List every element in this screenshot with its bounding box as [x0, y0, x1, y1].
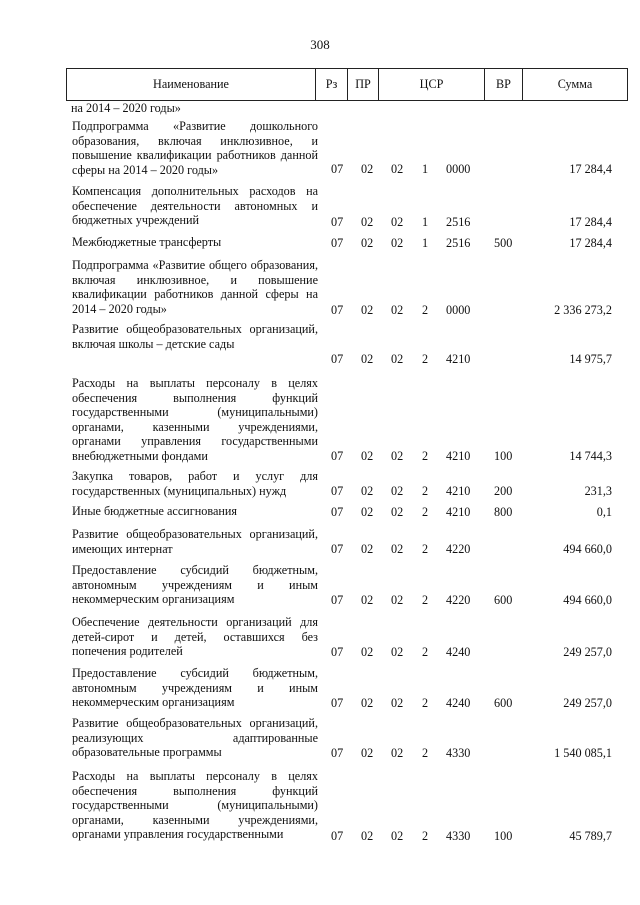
row-csr-2: 1 [422, 236, 429, 251]
row-pr: 02 [361, 236, 374, 251]
row-sum: 17 284,4 [569, 236, 612, 251]
row-sum: 494 660,0 [563, 593, 612, 608]
table-row [0, 615, 640, 660]
row-vr: 100 [494, 829, 513, 844]
row-csr-3: 2516 [446, 236, 471, 251]
row-sum: 45 789,7 [569, 829, 612, 844]
row-sum: 249 257,0 [563, 696, 612, 711]
row-rz: 07 [331, 645, 344, 660]
row-csr-1: 02 [391, 352, 404, 367]
row-name: Развитие общеобразовательных организаций, имеющих интернат [72, 527, 318, 556]
row-csr-1: 02 [391, 542, 404, 557]
row-pr: 02 [361, 593, 374, 608]
table-row [0, 527, 640, 557]
row-pr: 02 [361, 829, 374, 844]
row-csr-3: 2516 [446, 215, 471, 230]
header-name: Наименование [67, 69, 316, 100]
row-name: Расходы на выплаты персоналу в целях обеспечения выполнения функций государственными (муниципальными) органами, казенными учреждениями, органами управления государственными [72, 769, 318, 842]
table-header [66, 68, 628, 101]
row-csr-3: 0000 [446, 303, 471, 318]
row-csr-2: 2 [422, 449, 429, 464]
row-csr-1: 02 [391, 746, 404, 761]
row-csr-3: 4220 [446, 542, 471, 557]
row-name: Предоставление субсидий бюджетным, автономным учреждениям и иным некоммерческим организациям [72, 563, 318, 607]
header-csr: ЦСР [379, 69, 485, 100]
row-csr-2: 2 [422, 352, 429, 367]
row-rz: 07 [331, 215, 344, 230]
row-csr-1: 02 [391, 236, 404, 251]
row-sum: 2 336 273,2 [554, 303, 612, 318]
row-sum: 17 284,4 [569, 162, 612, 177]
row-csr-3: 4210 [446, 484, 471, 499]
table-row [0, 469, 640, 499]
table-row [0, 504, 640, 520]
row-pr: 02 [361, 542, 374, 557]
table-row [0, 322, 640, 367]
row-csr-1: 02 [391, 303, 404, 318]
row-rz: 07 [331, 542, 344, 557]
row-pr: 02 [361, 303, 374, 318]
row-name: Межбюджетные трансферты [72, 235, 222, 249]
row-name: Иные бюджетные ассигнования [72, 504, 238, 518]
row-csr-2: 2 [422, 829, 429, 844]
row-csr-3: 4220 [446, 593, 471, 608]
row-csr-1: 02 [391, 505, 404, 520]
row-vr: 500 [494, 236, 513, 251]
row-name: Расходы на выплаты персоналу в целях обеспечения выполнения функций государственными (муниципальными) органами, казенными учреждениями, органами управления государственными внебюджетными фондами [72, 376, 318, 463]
row-csr-1: 02 [391, 162, 404, 177]
row-sum: 14 744,3 [569, 449, 612, 464]
row-sum: 1 540 085,1 [554, 746, 612, 761]
row-csr-3: 4330 [446, 829, 471, 844]
table-row [0, 184, 640, 230]
row-csr-2: 1 [422, 215, 429, 230]
row-csr-1: 02 [391, 449, 404, 464]
row-csr-2: 2 [422, 593, 429, 608]
row-csr-3: 4210 [446, 352, 471, 367]
row-csr-3: 4210 [446, 505, 471, 520]
table-row [0, 258, 640, 318]
row-vr: 600 [494, 593, 513, 608]
row-name: Развитие общеобразовательных организаций, реализующих адаптированные образовательные программы [72, 716, 318, 760]
row-name: Закупка товаров, работ и услуг для государственных (муниципальных) нужд [72, 469, 318, 498]
header-rz: Рз [316, 69, 348, 100]
row-pr: 02 [361, 162, 374, 177]
row-pr: 02 [361, 696, 374, 711]
row-sum: 0,1 [596, 505, 612, 520]
table-row [0, 235, 640, 251]
table-row [0, 769, 640, 844]
row-csr-1: 02 [391, 215, 404, 230]
row-rz: 07 [331, 696, 344, 711]
row-name: Компенсация дополнительных расходов на обеспечение деятельности автономных и бюджетных учреждений [72, 184, 318, 228]
row-csr-1: 02 [391, 484, 404, 499]
table-row [0, 666, 640, 711]
row-pr: 02 [361, 645, 374, 660]
row-csr-1: 02 [391, 593, 404, 608]
row-vr: 600 [494, 696, 513, 711]
row-sum: 14 975,7 [569, 352, 612, 367]
row-vr: 200 [494, 484, 513, 499]
row-name: Подпрограмма «Развитие дошкольного образования, включая инклюзивное, и повышение квалификации работников данной сферы на 2014 – 2020 годы» [72, 119, 318, 177]
header-vr: ВР [485, 69, 523, 100]
row-csr-2: 2 [422, 645, 429, 660]
row-csr-2: 2 [422, 484, 429, 499]
header-sum: Сумма [557, 77, 593, 91]
row-csr-2: 2 [422, 303, 429, 318]
row-csr-3: 0000 [446, 162, 471, 177]
row-csr-3: 4240 [446, 645, 471, 660]
row-csr-2: 2 [422, 746, 429, 761]
row-rz: 07 [331, 829, 344, 844]
row-rz: 07 [331, 484, 344, 499]
page-number: 308 [310, 37, 330, 52]
row-vr: 800 [494, 505, 513, 520]
row-csr-2: 2 [422, 542, 429, 557]
row-csr-2: 2 [422, 505, 429, 520]
row-csr-1: 02 [391, 829, 404, 844]
row-rz: 07 [331, 449, 344, 464]
row-rz: 07 [331, 162, 344, 177]
row-pr: 02 [361, 484, 374, 499]
continued-text: на 2014 – 2020 годы» [71, 101, 181, 115]
row-sum: 231,3 [584, 484, 612, 499]
table-row [0, 119, 640, 177]
table-row [0, 716, 640, 761]
table-row [0, 563, 640, 608]
row-csr-3: 4330 [446, 746, 471, 761]
row-rz: 07 [331, 352, 344, 367]
row-sum: 17 284,4 [569, 215, 612, 230]
row-csr-1: 02 [391, 696, 404, 711]
row-name: Обеспечение деятельности организаций для детей-сирот и детей, оставшихся без попечения родителей [72, 615, 318, 659]
row-sum: 249 257,0 [563, 645, 612, 660]
row-rz: 07 [331, 593, 344, 608]
header-pr: ПР [348, 69, 379, 100]
row-pr: 02 [361, 746, 374, 761]
table-row [0, 376, 640, 464]
row-pr: 02 [361, 352, 374, 367]
row-name: Развитие общеобразовательных организаций, включая школы – детские сады [72, 322, 318, 351]
row-rz: 07 [331, 236, 344, 251]
row-csr-3: 4210 [446, 449, 471, 464]
row-sum: 494 660,0 [563, 542, 612, 557]
row-name: Предоставление субсидий бюджетным, автономным учреждениям и иным некоммерческим организациям [72, 666, 318, 710]
row-vr: 100 [494, 449, 513, 464]
row-pr: 02 [361, 215, 374, 230]
row-csr-1: 02 [391, 645, 404, 660]
row-pr: 02 [361, 449, 374, 464]
row-name: Подпрограмма «Развитие общего образования, включая инклюзивное, и повышение квалификации работников данной сферы на 2014 – 2020 годы» [72, 258, 318, 316]
row-rz: 07 [331, 303, 344, 318]
row-rz: 07 [331, 505, 344, 520]
row-pr: 02 [361, 505, 374, 520]
row-csr-2: 2 [422, 696, 429, 711]
row-csr-2: 1 [422, 162, 429, 177]
row-csr-3: 4240 [446, 696, 471, 711]
row-rz: 07 [331, 746, 344, 761]
